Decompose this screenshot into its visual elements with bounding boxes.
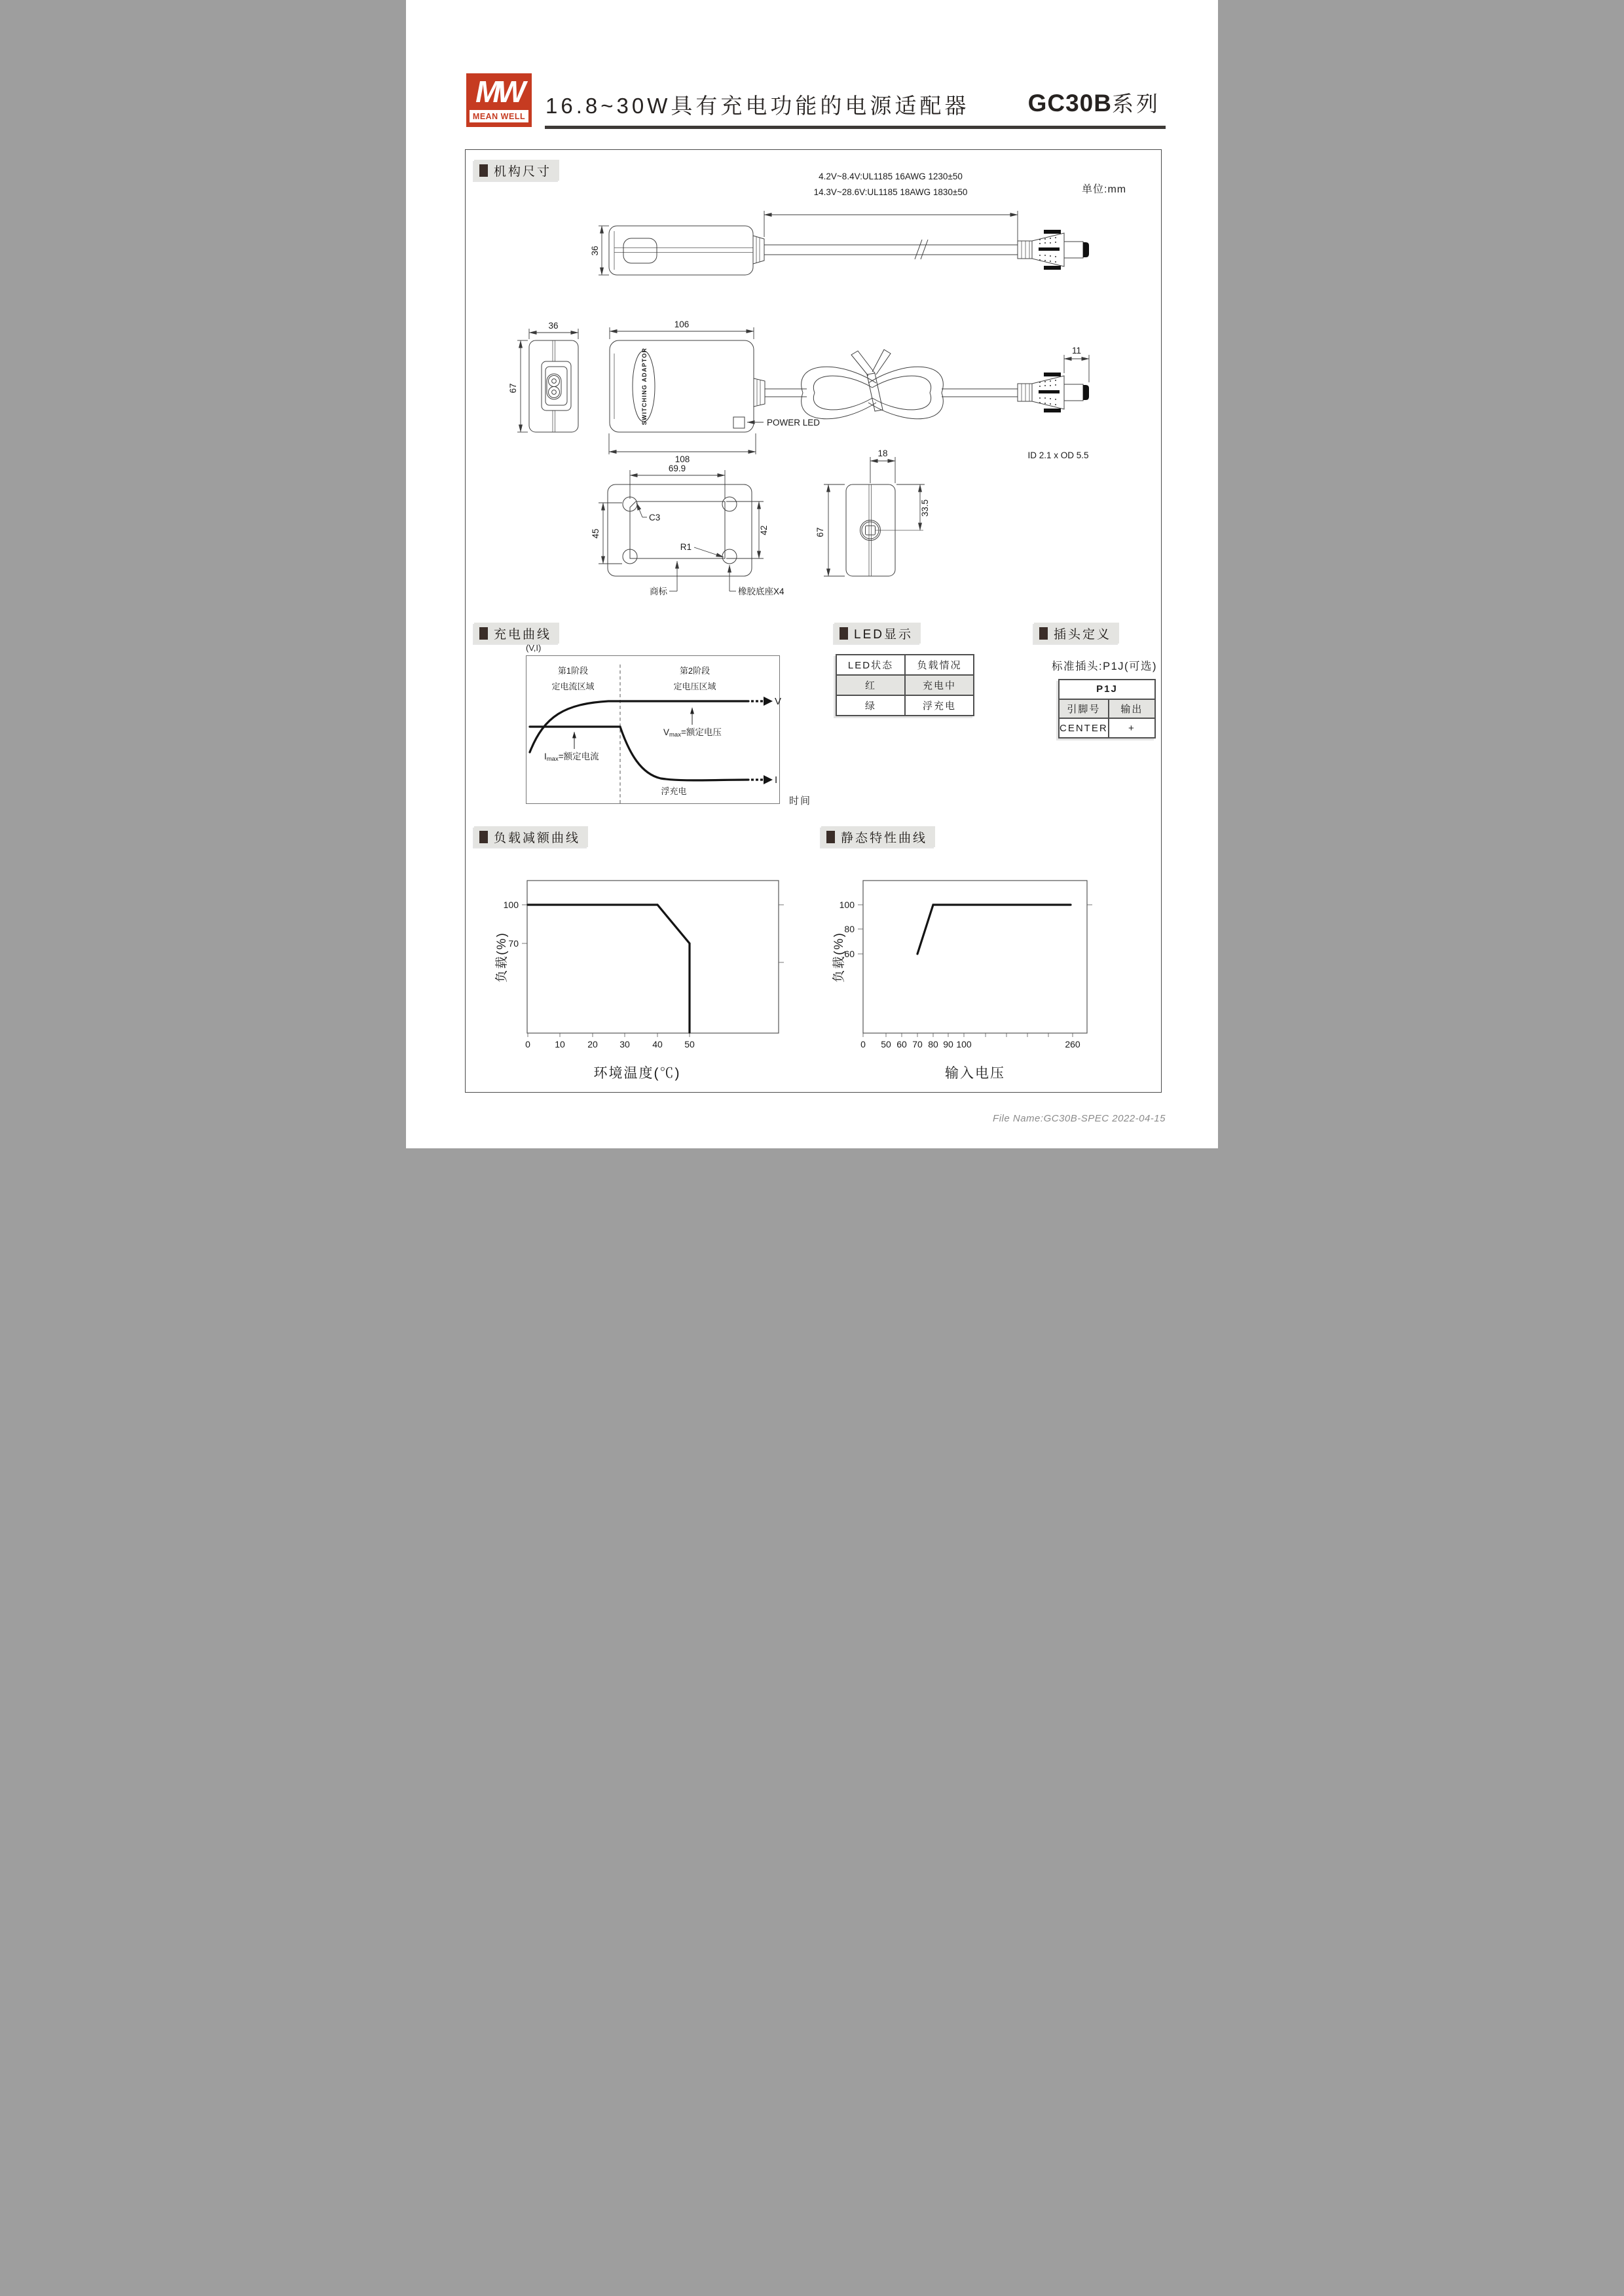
series-code: GC30B xyxy=(1027,90,1112,117)
dim-bottom-42: 42 xyxy=(759,525,769,536)
x-tick-label: 50 xyxy=(684,1039,695,1049)
p1j-table-header: 引脚号 xyxy=(1059,699,1109,719)
x-tick-label: 0 xyxy=(525,1039,530,1049)
section-bullet-icon xyxy=(826,831,835,843)
section-header-derating xyxy=(474,826,588,847)
cable-knot xyxy=(802,350,944,419)
v-arrow-label: V xyxy=(775,696,782,707)
dim-inlet-67: 67 xyxy=(508,383,518,393)
x-tick-label: 20 xyxy=(587,1039,598,1049)
section-label: LED显示 xyxy=(854,627,913,642)
y-axis-label: 负载(%) xyxy=(495,932,509,983)
derating-curve-line xyxy=(528,905,690,1032)
dim-front-108: 108 xyxy=(674,454,690,464)
dim-inlet-36: 36 xyxy=(548,321,559,331)
series-suffix: 系列 xyxy=(1112,92,1160,116)
logo-brand-text: MEAN WELL xyxy=(472,111,526,121)
i-arrow-label: I xyxy=(775,774,778,786)
page-title: 16.8~30W具有充电功能的电源适配器 xyxy=(545,94,970,118)
y-tick-label: 80 xyxy=(844,924,855,934)
dc-plug-side xyxy=(1018,373,1089,412)
p1j-table-cell: + xyxy=(1109,718,1155,738)
led-table-cell: 充电中 xyxy=(905,675,974,695)
p1j-table-header: 输出 xyxy=(1109,699,1155,719)
p1j-table-title: P1J xyxy=(1059,680,1155,699)
title-underline xyxy=(545,126,1166,129)
x-axis-label: 输入电压 xyxy=(945,1066,1005,1081)
p1j-table-cell: CENTER xyxy=(1059,718,1109,738)
adapter-top-view xyxy=(609,226,753,275)
led-table-cell: 浮充电 xyxy=(905,695,974,716)
charging-axis-label: (V,I) xyxy=(526,643,542,653)
derating-chart xyxy=(495,871,805,1087)
mechanical-drawing xyxy=(465,149,1160,674)
x-tick-label: 10 xyxy=(555,1039,565,1049)
dim-front-106: 106 xyxy=(674,319,690,329)
inlet-pin-hole xyxy=(549,387,560,398)
section-header-charging xyxy=(474,623,559,644)
callout-r1: R1 xyxy=(680,542,692,552)
x-tick-label: 70 xyxy=(912,1039,923,1049)
trademark-label: 商标 xyxy=(650,587,667,596)
x-tick-label: 0 xyxy=(860,1039,866,1049)
imax-annotation: Imax=额定电流 xyxy=(544,752,599,763)
led-table-header: 负载情况 xyxy=(905,655,974,675)
dim-top-36: 36 xyxy=(590,246,600,256)
section-header-static xyxy=(821,826,935,847)
x-tick-label: 30 xyxy=(619,1039,630,1049)
section-label: 机构尺寸 xyxy=(494,164,552,179)
power-led-indicator xyxy=(733,417,745,428)
datasheet-page xyxy=(406,0,1218,1148)
plug-spec-label: ID 2.1 x OD 5.5 xyxy=(1027,450,1089,460)
x-tick-label: 100 xyxy=(956,1039,972,1049)
unit-note: 单位:mm xyxy=(1082,184,1127,195)
stage2-label: 第2阶段 xyxy=(679,666,710,676)
time-axis-label: 时间 xyxy=(789,795,812,807)
section-header-led xyxy=(834,623,921,644)
rubber-foot xyxy=(722,549,737,564)
x-axis-label: 环境温度(℃) xyxy=(593,1066,681,1081)
y-tick-label: 70 xyxy=(508,938,519,949)
file-name-footer: File Name:GC30B-SPEC 2022-04-15 xyxy=(993,1113,1166,1124)
led-status-table xyxy=(836,654,974,716)
vmax-annotation: Vmax=额定电压 xyxy=(663,727,722,738)
dim-side-18: 18 xyxy=(877,448,888,458)
logo-brand-band xyxy=(470,110,528,122)
x-tick-label: 40 xyxy=(652,1039,663,1049)
dc-plug-top xyxy=(1018,230,1089,270)
led-table-header: LED状态 xyxy=(836,655,905,675)
x-tick-label: 90 xyxy=(943,1039,953,1049)
y-tick-label: 100 xyxy=(503,900,519,910)
section-bullet-icon xyxy=(1039,627,1048,640)
dim-bottom-45: 45 xyxy=(591,528,600,539)
power-led-label: POWER LED xyxy=(767,418,821,428)
standard-plug-note: 标准插头:P1J(可选) xyxy=(1052,661,1158,672)
section-bullet-icon xyxy=(479,627,488,640)
section-label: 插头定义 xyxy=(1054,627,1112,642)
section-header-plug xyxy=(1034,623,1119,644)
rubber-foot xyxy=(722,497,737,511)
stage1-label: 第1阶段 xyxy=(557,666,589,676)
rubber-feet-label: 橡胶底座X4 xyxy=(738,587,784,596)
label-recess xyxy=(630,501,725,558)
x-tick-label: 60 xyxy=(896,1039,907,1049)
y-tick-label: 100 xyxy=(839,900,855,910)
dim-side-67: 67 xyxy=(815,527,825,538)
series-name xyxy=(1028,87,1160,118)
dim-side-335: 33.5 xyxy=(920,499,930,517)
side-square-hole xyxy=(866,526,876,535)
switching-adaptor-text: SWITCHING ADAPTOR xyxy=(641,347,648,426)
section-label: 静态特性曲线 xyxy=(841,831,928,845)
stage2-zone-label: 定电压区域 xyxy=(673,682,716,691)
adapter-front-view xyxy=(610,340,754,432)
cable-note-2: 14.3V~28.6V:UL1185 18AWG 1830±50 xyxy=(813,187,968,197)
dim-plug-11: 11 xyxy=(1071,346,1082,355)
callout-c3: C3 xyxy=(649,513,661,522)
section-label: 负载减额曲线 xyxy=(494,831,581,845)
charging-curve-chart xyxy=(526,655,780,804)
led-table-cell: 绿 xyxy=(836,695,905,716)
top-view-button xyxy=(623,238,657,263)
y-tick-label: 60 xyxy=(844,949,855,959)
p1j-table xyxy=(1058,679,1156,738)
x-tick-label: 80 xyxy=(928,1039,938,1049)
y-axis-label: 负载(%) xyxy=(832,932,846,983)
static-curve-line xyxy=(917,905,1071,954)
static-chart xyxy=(832,871,1143,1087)
adapter-bottom-view xyxy=(608,484,752,576)
section-bullet-icon xyxy=(479,831,488,843)
float-charge-label: 浮充电 xyxy=(661,786,687,796)
x-tick-label: 50 xyxy=(881,1039,891,1049)
logo-mw-monogram: MW xyxy=(475,75,523,109)
mean-well-logo xyxy=(466,73,532,127)
inlet-pin-hole xyxy=(549,376,560,387)
dim-bottom-699: 69.9 xyxy=(668,464,686,473)
x-tick-label: 260 xyxy=(1065,1039,1080,1049)
section-bullet-icon xyxy=(840,627,848,640)
stage1-zone-label: 定电流区域 xyxy=(551,682,595,691)
led-table-cell: 红 xyxy=(836,675,905,695)
cable-note-1: 4.2V~8.4V:UL1185 16AWG 1230±50 xyxy=(819,172,963,181)
section-label: 充电曲线 xyxy=(494,627,552,642)
